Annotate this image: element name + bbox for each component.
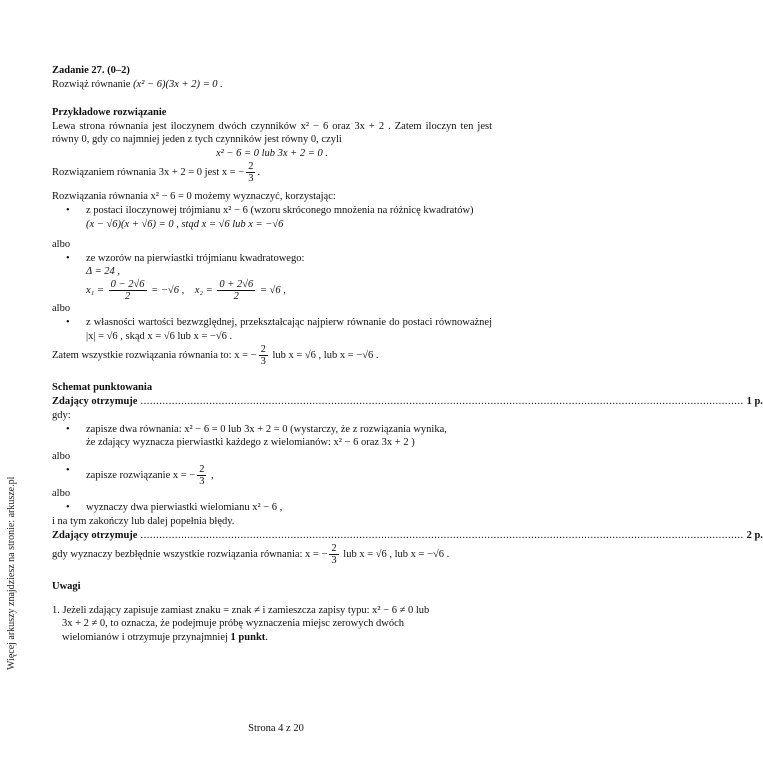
fraction: $\frac{2}{3}$ — [199, 464, 205, 488]
content — [52, 64, 763, 645]
scoring-r2: gdy wyznaczy bezbłędnie wszystkie rozwiązania równania: x = − $\frac{2}{3}$ lub x = √6 , lub x = −√6 . — [52, 542, 450, 566]
example-roots: x₁ = $\frac{0 - 2√6}{2}$ = −√6 , x₂ = $\frac{0 + 2√6}{2}$ = √6 , — [86, 279, 286, 303]
example-summary: Zatem wszystkie rozwiązania równania to: x = − $\frac{2}{3}$ lub x = √6 , lub x = −√6 . — [52, 343, 379, 367]
example-heading: Przykładowe rozwiązanie — [52, 106, 167, 118]
task-equation: (x² − 6)(3x + 2) = 0 . — [133, 78, 223, 90]
scoring-s1a: • zapisze dwa równania: x² − 6 = 0 lub 3x + 2 = 0 (wystarczy, że z rozwiązania wynika, — [52, 423, 492, 437]
sidebar-text: Więcej arkuszy znajdziesz na stronie: arkusze.pl — [6, 476, 17, 670]
scoring-row-1: Zdający otrzymuje ................................................................................................................................................................................................. 1 p. — [52, 395, 763, 407]
scoring-albo-2: albo — [52, 488, 71, 500]
page-footer: Strona 4 z 20 — [248, 723, 304, 734]
example-eq1: x² − 6 = 0 lub 3x + 2 = 0 . — [216, 148, 328, 160]
scoring-gdy: gdy: — [52, 409, 71, 421]
fraction: $\frac{2}{3}$ — [331, 542, 337, 566]
notes-n1a: 1. Jeżeli zdający zapisuje zamiast znaku = znak ≠ i zamieszcza zapisy typu: x² − 6 ≠ 0 lub — [52, 604, 430, 616]
example-sol1: Rozwiązaniem równania 3x + 2 = 0 jest x = − $\frac{2}{3}$ . — [52, 161, 261, 185]
sidebar-watermark — [6, 240, 20, 670]
fraction: $\frac{2}{3}$ — [248, 161, 254, 185]
dot-leader: ................................................................................................................................................................................................. — [140, 395, 744, 407]
example-para2: Rozwiązania równania x² − 6 = 0 możemy wyznaczyć, korzystając: — [52, 191, 336, 203]
fraction: $\frac{0 + 2√6}{2}$ — [219, 279, 254, 303]
notes-heading: Uwagi — [52, 580, 81, 592]
example-para1: Lewa strona równania jest iloczynem dwóch czynników x² − 6 oraz 3x + 2 . Zatem iloczyn ten jest równy 0, gdy co najmniej jeden z tych czynników jest równy 0, czyli — [52, 120, 492, 146]
task-instruction: Rozwiąż równanie (x² − 6)(3x + 2) = 0 . — [52, 78, 223, 90]
dot-leader: ................................................................................................................................................................................................. — [140, 529, 744, 541]
albo-2: albo — [52, 303, 71, 315]
scoring-row-2: Zdający otrzymuje ................................................................................................................................................................................................. 2 p. — [52, 529, 763, 541]
scoring-heading: Schemat punktowania — [52, 381, 153, 393]
scoring-end: i na tym zakończy lub dalej popełnia błędy. — [52, 515, 235, 527]
notes-n1c: wielomianów i otrzymuje przynajmniej 1 punkt. — [62, 632, 268, 644]
example-bullet1: • z postaci iloczynowej trójmianu x² − 6 (wzoru skróconego mnożenia na różnicę kwadratów) — [52, 204, 492, 218]
scoring-s1b: że zdający wyznacza pierwiastki każdego z wielomianów: x² − 6 oraz 3x + 2 ) — [86, 437, 415, 449]
example-bullet3: • z własności wartości bezwzględnej, przekształcając najpierw równanie do postaci równoważnej |x| = √6 , skąd x = √6 lub x = −√6 . — [52, 316, 492, 344]
example-bullet2: • ze wzorów na pierwiastki trójmianu kwadratowego: — [52, 252, 492, 266]
scoring-s2: • zapisze rozwiązanie x = − $\frac{2}{3}$ , — [52, 464, 492, 487]
scoring-albo-1: albo — [52, 451, 71, 463]
scoring-s3: • wyznaczy dwa pierwiastki wielomianu x² − 6 , — [52, 501, 492, 515]
fraction: $\frac{2}{3}$ — [260, 343, 266, 367]
notes-n1b: 3x + 2 ≠ 0, to oznacza, że podejmuje próbę wyznaczenia miejsc zerowych dwóch — [62, 618, 405, 630]
example-delta: Δ = 24 , — [86, 266, 121, 278]
example-bullet1-eq: (x − √6)(x + √6) = 0 , stąd x = √6 lub x = −√6 — [86, 218, 284, 230]
fraction: $\frac{0 - 2√6}{2}$ — [110, 279, 145, 303]
albo-1: albo — [52, 238, 71, 250]
task-title: Zadanie 27. (0–2) — [52, 65, 130, 76]
